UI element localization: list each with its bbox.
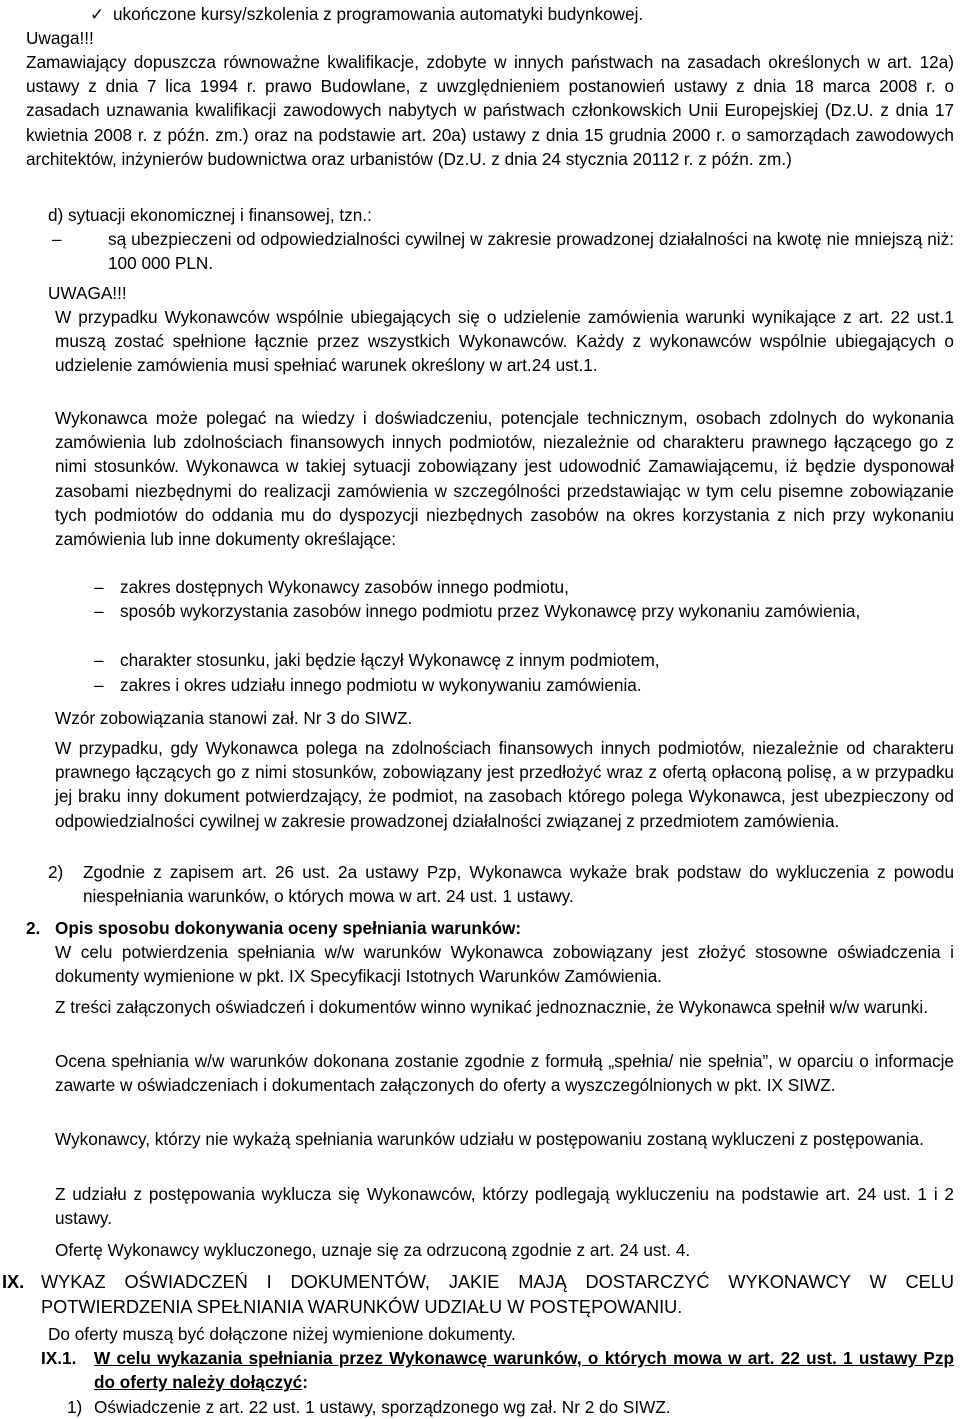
resource-item: zakres dostępnych Wykonawcy zasobów innego podmiotu, (120, 577, 569, 597)
section-2-title: Opis sposobu dokonywania oceny spełniania warunków: (55, 918, 522, 938)
subsection-9-1-colon: : (302, 1372, 308, 1393)
dash-bullet-icon: – (94, 675, 104, 695)
template-note: Wzór zobowiązania stanowi zał. Nr 3 do SIWZ. (55, 708, 413, 728)
section-2-paragraph: Z treści załączonych oświadczeń i dokumentów winno wynikać jednoznacznie, że Wykonawca spełnił w/w warunki. (55, 997, 928, 1017)
item-2-text: Zgodnie z zapisem art. 26 ust. 2a ustawy Pzp, Wykonawca wykaże brak podstaw do wykluczenia z powodu niespełniania warunków, o których mowa w art. 24 ust. 1 ustawy. (83, 862, 954, 907)
resources-paragraph: Wykonawca może polegać na wiedzy i doświadczeniu, potencjale technicznym, osobach zdolnych do wykonania zamówienia lub zdolnościach finansowych innych podmiotów, niezależnie od charakteru prawnego łączącego go z nimi stosunków. Wykonawca w takiej sytuacji zobowiązany jest udowodnić Zamawiającemu, iż będzie dysponował zasobami niezbędnymi do realizacji zamówienia w szczególności przedstawiając w tym celu pisemne zobowiązanie tych podmiotów do oddania mu do dyspozycji niezbędnych zasobów na okres korzystania z nich przy wykonaniu zamówienia lub inne dokumenty określające: (55, 408, 954, 550)
uwaga-paragraph: Zamawiający dopuszcza równoważne kwalifikacje, zdobyte w innych państwach na zasadach określonych w art. 12a) ustawy z dnia 7 lica 1994 r. prawo Budowlane, z uwzględnieniem postanowień ustawy z dnia 18 marca 2008 r. o zasadach uznawania kwalifikacji zawodowych nabytych w państwach członkowskich Unii Europejskiej (Dz.U. z dnia 17 kwietnia 2008 r. z późn. zm.) oraz na podstawie art. 20a) ustawy z dnia 15 grudnia 2000 r. o samorządach zawodowych architektów, inżynierów budownictwa oraz urbanistów (Dz.U. z dnia 24 stycznia 20112 r. z późn. zm.) (26, 52, 954, 169)
resource-item: zakres i okres udziału innego podmiotu w wykonywaniu zamówienia. (120, 675, 642, 695)
subsection-9-1-title (94, 1346, 954, 1394)
financial-paragraph: W przypadku, gdy Wykonawca polega na zdolnościach finansowych innych podmiotów, niezależnie od charakteru prawnego łączących go z nimi stosunków, zobowiązany jest przedłożyć wraz z ofertą opłaconą polisę, a w przypadku jej braku inny dokument potwierdzający, że podmiot, na zasobach którego polega Wykonawca, jest ubezpieczony od odpowiedzialności cywilnej w zakresie prowadzonej działalności związanej z przedmiotem zamówienia. (55, 738, 954, 831)
dash-bullet-icon: – (94, 650, 104, 670)
section-2-paragraph: Wykonawcy, którzy nie wykażą spełniania warunków udziału w postępowaniu zostaną wykluczeni z postępowania. (55, 1129, 924, 1149)
section-2-paragraph: Z udziału z postępowania wyklucza się Wykonawców, którzy podlegają wykluczeniu na podstawie art. 24 ust. 1 i 2 ustawy. (55, 1184, 954, 1229)
section-9-title: WYKAZ OŚWIADCZEŃ I DOKUMENTÓW, JAKIE MAJĄ DOSTARCZYĆ WYKONAWCY W CELU POTWIERDZENIA SPEŁNIANIA WARUNKÓW UDZIAŁU W POSTĘPOWANIU. (41, 1272, 954, 1317)
resource-item: charakter stosunku, jaki będzie łączył Wykonawcę z innym podmiotem, (120, 650, 660, 670)
dash-bullet-icon: – (52, 229, 62, 249)
item-1-text: Oświadczenie z art. 22 ust. 1 ustawy, sporządzonego wg zał. Nr 2 do SIWZ. (94, 1397, 671, 1417)
uwaga2-paragraph: W przypadku Wykonawców wspólnie ubiegających się o udzielenie zamówienia warunki wynikające z art. 22 ust.1 muszą zostać spełnione łącznie przez wszystkich Wykonawców. Każdy z wykonawców wspólnie ubiegających o udzielenie zamówienia musi spełniać warunek określony w art.24 ust.1. (55, 307, 954, 376)
uwaga-heading: Uwaga!!! (26, 28, 94, 48)
section-2-paragraph: Ocena spełniania w/w warunków dokonana zostanie zgodnie z formułą „spełnia/ nie spełnia”, w oparciu o informacje zawarte w oświadczeniach i dokumentach załączonych do oferty a wyszczególnionych w pkt. IX SIWZ. (55, 1051, 954, 1096)
uwaga2-heading: UWAGA!!! (48, 283, 127, 303)
section-2-number: 2. (26, 918, 41, 938)
section-d-label: d) sytuacji ekonomicznej i finansowej, tzn.: (48, 205, 372, 225)
item-2-number: 2) (48, 862, 64, 882)
dash-bullet-icon: – (94, 577, 104, 597)
section-2-paragraph: Ofertę Wykonawcy wykluczonego, uznaje się za odrzuconą zgodnie z art. 24 ust. 4. (55, 1240, 691, 1260)
dash-bullet-icon: – (94, 601, 104, 621)
subsection-9-1-title-text: W celu wykazania spełniania przez Wykonawcę warunków, o których mowa w art. 22 ust. 1 ustawy Pzp do oferty należy dołączyć (94, 1348, 954, 1393)
section-9-number: IX. (2, 1272, 25, 1292)
subsection-9-1-number: IX.1. (41, 1348, 77, 1368)
section-2-paragraph: W celu potwierdzenia spełniania w/w warunków Wykonawca zobowiązany jest złożyć stosowne oświadczenia i dokumenty wymienione w pkt. IX Specyfikacji Istotnych Warunków Zamówienia. (55, 942, 954, 987)
item-1-number: 1) (67, 1397, 83, 1417)
checkmark-icon: ✓ (90, 4, 105, 24)
checklist-item: ukończone kursy/szkolenia z programowania automatyki budynkowej. (113, 4, 644, 24)
section-d-item: są ubezpieczeni od odpowiedzialności cywilnej w zakresie prowadzonej działalności na kwotę nie mniejszą niż: 100 000 PLN. (108, 229, 954, 274)
resource-item: sposób wykorzystania zasobów innego podmiotu przez Wykonawcę przy wykonaniu zamówienia, (120, 601, 861, 621)
section-9-intro: Do oferty muszą być dołączone niżej wymienione dokumenty. (48, 1324, 516, 1344)
